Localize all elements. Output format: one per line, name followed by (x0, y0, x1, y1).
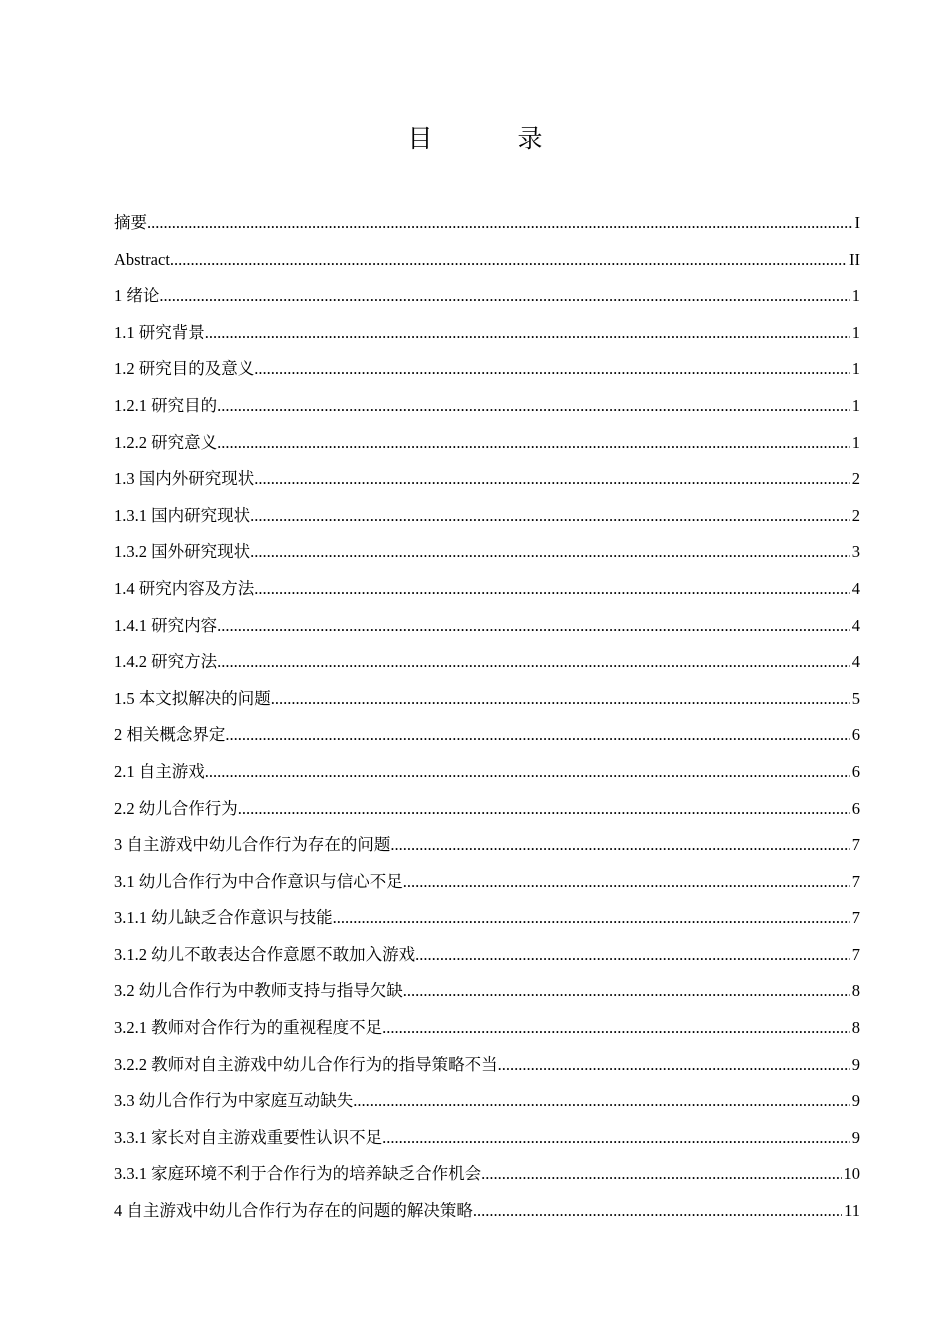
toc-entry-label: 1.3.2 国外研究现状 (114, 542, 251, 562)
toc-entry-label: 3.2.2 教师对自主游戏中幼儿合作行为的指导策略不当 (114, 1054, 498, 1074)
toc-entry[interactable] (114, 796, 860, 833)
toc-list (114, 210, 860, 1235)
toc-entry-page-number: 6 (851, 798, 860, 818)
toc-entry[interactable] (114, 649, 860, 686)
toc-dot-leader (481, 1161, 841, 1187)
toc-entry-page-number: 7 (851, 908, 860, 928)
toc-entry[interactable] (114, 1052, 860, 1089)
toc-entry-page-number: 9 (851, 1127, 860, 1147)
toc-entry-page-number: 3 (851, 542, 860, 562)
toc-entry[interactable] (114, 210, 860, 247)
toc-dot-leader (498, 1052, 850, 1078)
toc-entry-label: 3.2 幼儿合作行为中教师支持与指导欠缺 (114, 981, 403, 1001)
toc-entry[interactable] (114, 686, 860, 723)
toc-dot-leader (205, 320, 850, 346)
toc-entry-page-number: II (849, 249, 860, 269)
toc-entry-page-number: 8 (851, 981, 860, 1001)
toc-entry-label: 1.4 研究内容及方法 (114, 578, 255, 598)
toc-entry-page-number: I (854, 213, 860, 232)
toc-entry[interactable] (114, 466, 860, 503)
toc-entry[interactable] (114, 576, 860, 613)
toc-dot-leader (271, 686, 850, 712)
toc-entry[interactable] (114, 1015, 860, 1052)
toc-dot-leader (250, 539, 850, 565)
toc-entry-page-number: 1 (851, 286, 860, 306)
toc-entry-page-number: 10 (843, 1164, 860, 1184)
toc-entry[interactable] (114, 905, 860, 942)
toc-entry[interactable] (114, 759, 860, 796)
toc-entry[interactable] (114, 1125, 860, 1162)
toc-entry-page-number: 2 (851, 469, 860, 489)
toc-entry[interactable] (114, 393, 860, 430)
toc-entry[interactable] (114, 356, 860, 393)
toc-entry[interactable] (114, 942, 860, 979)
toc-entry-label: 3 自主游戏中幼儿合作行为存在的问题 (114, 835, 391, 855)
toc-entry-page-number: 8 (851, 1018, 860, 1038)
toc-entry-label: 2.2 幼儿合作行为 (114, 798, 238, 818)
toc-entry[interactable] (114, 1088, 860, 1125)
toc-entry-page-number: 9 (851, 1091, 860, 1111)
toc-entry-page-number: 2 (851, 505, 860, 525)
toc-entry[interactable] (114, 832, 860, 869)
toc-entry-page-number: 4 (851, 652, 860, 672)
toc-entry-label: 摘要 (114, 213, 147, 232)
toc-entry[interactable] (114, 978, 860, 1015)
toc-entry-page-number: 7 (851, 871, 860, 891)
toc-entry-label: Abstract (114, 249, 170, 269)
toc-dot-leader (254, 466, 850, 492)
toc-entry-label: 1.2.1 研究目的 (114, 395, 218, 415)
toc-entry[interactable] (114, 1198, 860, 1235)
toc-entry-label: 3.1.2 幼儿不敢表达合作意愿不敢加入游戏 (114, 944, 416, 964)
toc-entry[interactable] (114, 247, 860, 284)
toc-entry-page-number: 1 (851, 432, 860, 452)
toc-entry-label: 4 自主游戏中幼儿合作行为存在的问题的解决策略 (114, 1201, 473, 1221)
toc-entry-label: 1.3.1 国内研究现状 (114, 505, 251, 525)
toc-entry-page-number: 11 (844, 1201, 860, 1221)
toc-entry-page-number: 4 (851, 615, 860, 635)
toc-dot-leader (217, 430, 850, 456)
toc-entry-page-number: 7 (851, 835, 860, 855)
toc-dot-leader (403, 978, 850, 1004)
toc-dot-leader (333, 905, 850, 931)
toc-dot-leader (390, 832, 849, 858)
toc-dot-leader (250, 503, 850, 529)
toc-entry-label: 2.1 自主游戏 (114, 761, 205, 781)
toc-entry-page-number: 1 (851, 395, 860, 415)
toc-dot-leader (403, 869, 850, 895)
toc-entry[interactable] (114, 283, 860, 320)
toc-entry-label: 1 绪论 (114, 286, 160, 306)
toc-dot-leader (217, 649, 850, 675)
toc-entry[interactable] (114, 503, 860, 540)
toc-dot-leader (353, 1088, 850, 1114)
toc-entry-label: 1.1 研究背景 (114, 322, 205, 342)
toc-dot-leader (205, 759, 850, 785)
toc-entry-page-number: 6 (851, 725, 860, 745)
toc-dot-leader (147, 210, 853, 236)
toc-entry-label: 1.5 本文拟解决的问题 (114, 688, 271, 708)
toc-entry-page-number: 4 (851, 578, 860, 598)
toc-dot-leader (254, 356, 850, 382)
toc-dot-leader (238, 796, 850, 822)
toc-entry[interactable] (114, 430, 860, 467)
toc-entry-page-number: 6 (851, 761, 860, 781)
toc-dot-leader (225, 722, 849, 748)
toc-entry-label: 1.2 研究目的及意义 (114, 359, 255, 379)
toc-entry-page-number: 7 (851, 944, 860, 964)
toc-dot-leader (415, 942, 850, 968)
toc-dot-leader (170, 247, 847, 273)
toc-entry[interactable] (114, 869, 860, 906)
toc-entry-page-number: 9 (851, 1054, 860, 1074)
toc-entry-label: 3.1.1 幼儿缺乏合作意识与技能 (114, 908, 333, 928)
toc-entry-label: 3.3 幼儿合作行为中家庭互动缺失 (114, 1091, 354, 1111)
toc-dot-leader (217, 393, 850, 419)
toc-dot-leader (254, 576, 850, 602)
toc-entry-label: 3.3.1 家庭环境不利于合作行为的培养缺乏合作机会 (114, 1164, 482, 1184)
toc-entry[interactable] (114, 722, 860, 759)
toc-entry-label: 2 相关概念界定 (114, 725, 226, 745)
toc-entry[interactable] (114, 320, 860, 357)
toc-entry[interactable] (114, 613, 860, 650)
toc-title: 目 录 (407, 126, 573, 153)
toc-dot-leader (382, 1125, 850, 1151)
toc-entry-label: 1.4.2 研究方法 (114, 652, 218, 672)
toc-entry-page-number: 1 (851, 359, 860, 379)
toc-entry-label: 3.3.1 家长对自主游戏重要性认识不足 (114, 1127, 383, 1147)
toc-entry[interactable] (114, 539, 860, 576)
toc-entry-page-number: 5 (851, 688, 860, 708)
toc-entry-label: 1.4.1 研究内容 (114, 615, 218, 635)
toc-dot-leader (382, 1015, 850, 1041)
toc-entry-label: 3.2.1 教师对合作行为的重视程度不足 (114, 1018, 383, 1038)
toc-dot-leader (159, 283, 849, 309)
toc-dot-leader (217, 613, 850, 639)
toc-dot-leader (473, 1198, 842, 1224)
toc-entry-label: 1.2.2 研究意义 (114, 432, 218, 452)
toc-entry-label: 3.1 幼儿合作行为中合作意识与信心不足 (114, 871, 403, 891)
toc-entry-label: 1.3 国内外研究现状 (114, 469, 255, 489)
toc-entry-page-number: 1 (851, 322, 860, 342)
toc-entry[interactable] (114, 1161, 860, 1198)
